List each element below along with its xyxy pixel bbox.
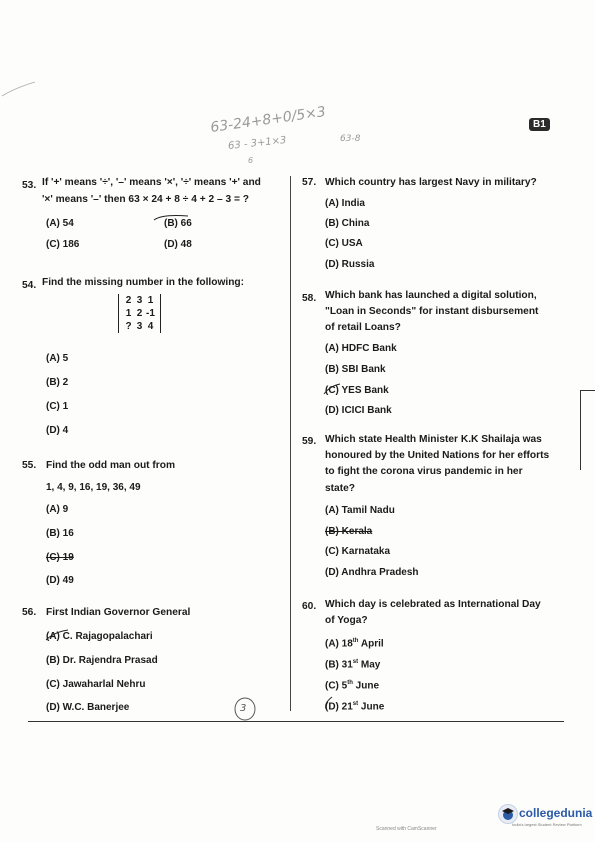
option-marked: (C) YES Bank <box>325 385 389 396</box>
number-matrix <box>118 294 161 333</box>
handwritten-calculation: 63-24+8+0/5×3 <box>209 103 327 137</box>
scanner-watermark: Scanned with CamScanner <box>376 826 437 832</box>
option: (D) ICICI Bank <box>325 405 392 416</box>
edge-line <box>580 390 595 391</box>
option: (B) 16 <box>46 528 74 539</box>
question-text: First Indian Governor General <box>46 607 191 618</box>
question-text: Which bank has launched a digital solution, <box>325 290 537 301</box>
option-marked: (D) 21st June <box>325 701 385 713</box>
option: (A) HDFC Bank <box>325 343 397 354</box>
pen-mark <box>0 80 40 100</box>
option-marked: (B) 66 <box>164 218 192 229</box>
question-text: of retail Loans? <box>325 322 401 333</box>
option: (A) 9 <box>46 504 69 515</box>
option: (B) Dr. Rajendra Prasad <box>46 655 158 666</box>
question-number: 59. <box>302 436 317 447</box>
question-number: 53. <box>22 180 37 191</box>
column-divider <box>290 176 291 711</box>
option: (C) Karnataka <box>325 546 391 557</box>
option-marked: (A) C. Rajagopalachari <box>46 631 153 642</box>
brand-tagline: India's largest Student Review Platform <box>512 822 582 827</box>
graduate-icon <box>499 805 517 823</box>
question-text: Which country has largest Navy in military? <box>325 177 537 188</box>
brand-logo <box>498 804 518 824</box>
question-text: of Yoga? <box>325 615 368 626</box>
option: (D) Andhra Pradesh <box>325 567 419 578</box>
option: (D) 48 <box>164 239 192 250</box>
set-badge: B1 <box>529 118 550 131</box>
option: (D) W.C. Banerjee <box>46 702 130 713</box>
option: (C) 186 <box>46 239 80 250</box>
option: (A) India <box>325 198 365 209</box>
option: (D) 49 <box>46 575 74 586</box>
handwritten-page-mark: 3 <box>240 703 247 714</box>
answer-mark <box>152 212 192 222</box>
matrix-row: ? 3 4 <box>125 321 154 332</box>
option: (A) 18th April <box>325 638 384 650</box>
option: (C) USA <box>325 238 363 249</box>
question-text: honoured by the United Nations for her efforts <box>325 450 550 461</box>
question-text: state? <box>325 483 356 494</box>
answer-mark <box>44 628 70 644</box>
question-number: 57. <box>302 177 317 188</box>
edge-line <box>580 390 581 470</box>
number-series: 1, 4, 9, 16, 19, 36, 49 <box>46 482 141 493</box>
matrix-row: 2 3 1 <box>125 295 154 306</box>
option: (C) 5th June <box>325 680 380 692</box>
question-text: to fight the corona virus pandemic in her <box>325 466 523 477</box>
question-text: Which day is celebrated as International Day <box>325 599 541 610</box>
question-number: 58. <box>302 293 317 304</box>
question-text: If '+' means '÷', '–' means '×', '÷' means '+' and <box>42 177 261 188</box>
answer-mark <box>322 382 342 398</box>
question-number: 60. <box>302 601 317 612</box>
option: (C) Jawaharlal Nehru <box>46 679 146 690</box>
matrix-row: 1 2 -1 <box>125 308 155 319</box>
question-number: 56. <box>22 607 37 618</box>
answer-mark <box>322 695 336 711</box>
option: (B) SBI Bank <box>325 364 386 375</box>
question-text: '×' means '–' then 63 × 24 + 8 ÷ 4 + 2 – 3 = ? <box>42 194 249 205</box>
handwritten-calculation: 63 - 3+1×3 <box>227 134 287 153</box>
option: (A) 54 <box>46 218 74 229</box>
question-number: 55. <box>22 460 37 471</box>
option: (D) Russia <box>325 259 375 270</box>
question-text: Find the missing number in the following: <box>42 277 245 288</box>
option: (B) China <box>325 218 370 229</box>
option-marked: (B) Kerala <box>325 526 373 537</box>
option: (A) 5 <box>46 353 69 364</box>
option: (B) 2 <box>46 377 69 388</box>
question-text: Which state Health Minister K.K Shailaja was <box>325 434 542 445</box>
question-number: 54. <box>22 280 37 291</box>
option-marked: (C) 19 <box>46 552 74 563</box>
handwritten-calculation: 6 <box>248 156 254 165</box>
handwritten-calculation: 63-8 <box>340 134 361 144</box>
option: (D) 4 <box>46 425 69 436</box>
question-text: Find the odd man out from <box>46 460 176 471</box>
option: (A) Tamil Nadu <box>325 505 395 516</box>
question-text: "Loan in Seconds" for instant disbursement <box>325 306 539 317</box>
option: (B) 31st May <box>325 659 381 671</box>
option: (C) 1 <box>46 401 69 412</box>
bottom-rule <box>28 721 564 722</box>
brand-name: collegedunia <box>519 806 593 820</box>
